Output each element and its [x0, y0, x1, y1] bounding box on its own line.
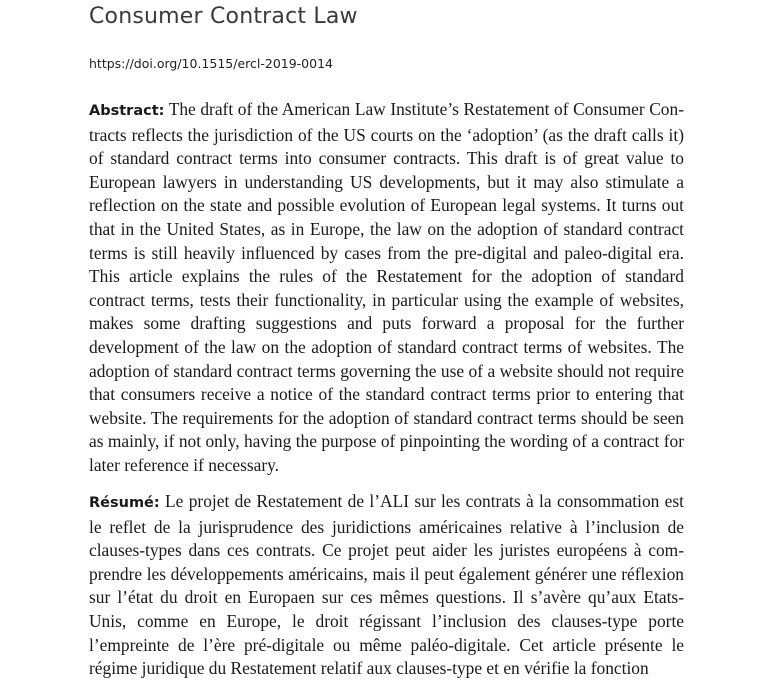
abstract-paragraph — [89, 98, 684, 478]
abstract-text: The draft of the American Law Institute’s Restatement of Consumer Contracts reflects the jurisdiction of the US courts on the ‘adoption’ (as the draft calls it) of standard contract terms into consumer contracts. This draft is of great value to European lawyers in understanding US developments, but it may also stimulate a reflection on the state and possible evolution of European legal systems. It turns out that in the United States, as in Europe, the law on the adoption of standard contract terms is still heavily influenced by cases from the pre-digital and paleo-digital era. This article explains the rules of the Restatement for the adoption of standard contract terms, tests their functionality, in particular using the example of websites, makes some drafting suggestions and puts forward a proposal for the further development of the law on the adoption of standard contract terms of websites. The adoption of standard contract terms governing the use of a website should not require that consumers receive a notice of the standard contract terms prior to entering that website. The requirements for the adoption of standard contract terms should be seen as mainly, if not only, having the purpose of pinpointing the wording of a contract for later reference if necessary. — [89, 99, 684, 475]
resume-paragraph — [89, 490, 684, 681]
article-title: Consumer Contract Law — [89, 4, 358, 29]
doi-link[interactable]: https://doi.org/10.1515/ercl-2019-0014 — [89, 56, 333, 71]
abstract-label: Abstract: — [89, 103, 165, 119]
resume-label: Résumé: — [89, 495, 160, 511]
resume-text: Le projet de Restatement de l’ALI sur les contrats à la consommation est le reflet de la jurisprudence des juridictions américaines relative à l’inclusion de clauses-types dans ces contrats. Ce projet peut aider les juristes européens à comprendre les développements américains, mais il peut également générer une réflexion sur l’état du droit en Europaen sur ces mêmes questions. Il s’avère qu’aux Etats-Unis, comme en Europe, le droit régissant l’inclusion des clauses-type porte l’empreinte de l’ère pré-digitale ou même paléo-digitale. Cet article présente le régime juridique du Restatement relatif aux clauses-type et en vérifie la fonction — [89, 491, 684, 679]
